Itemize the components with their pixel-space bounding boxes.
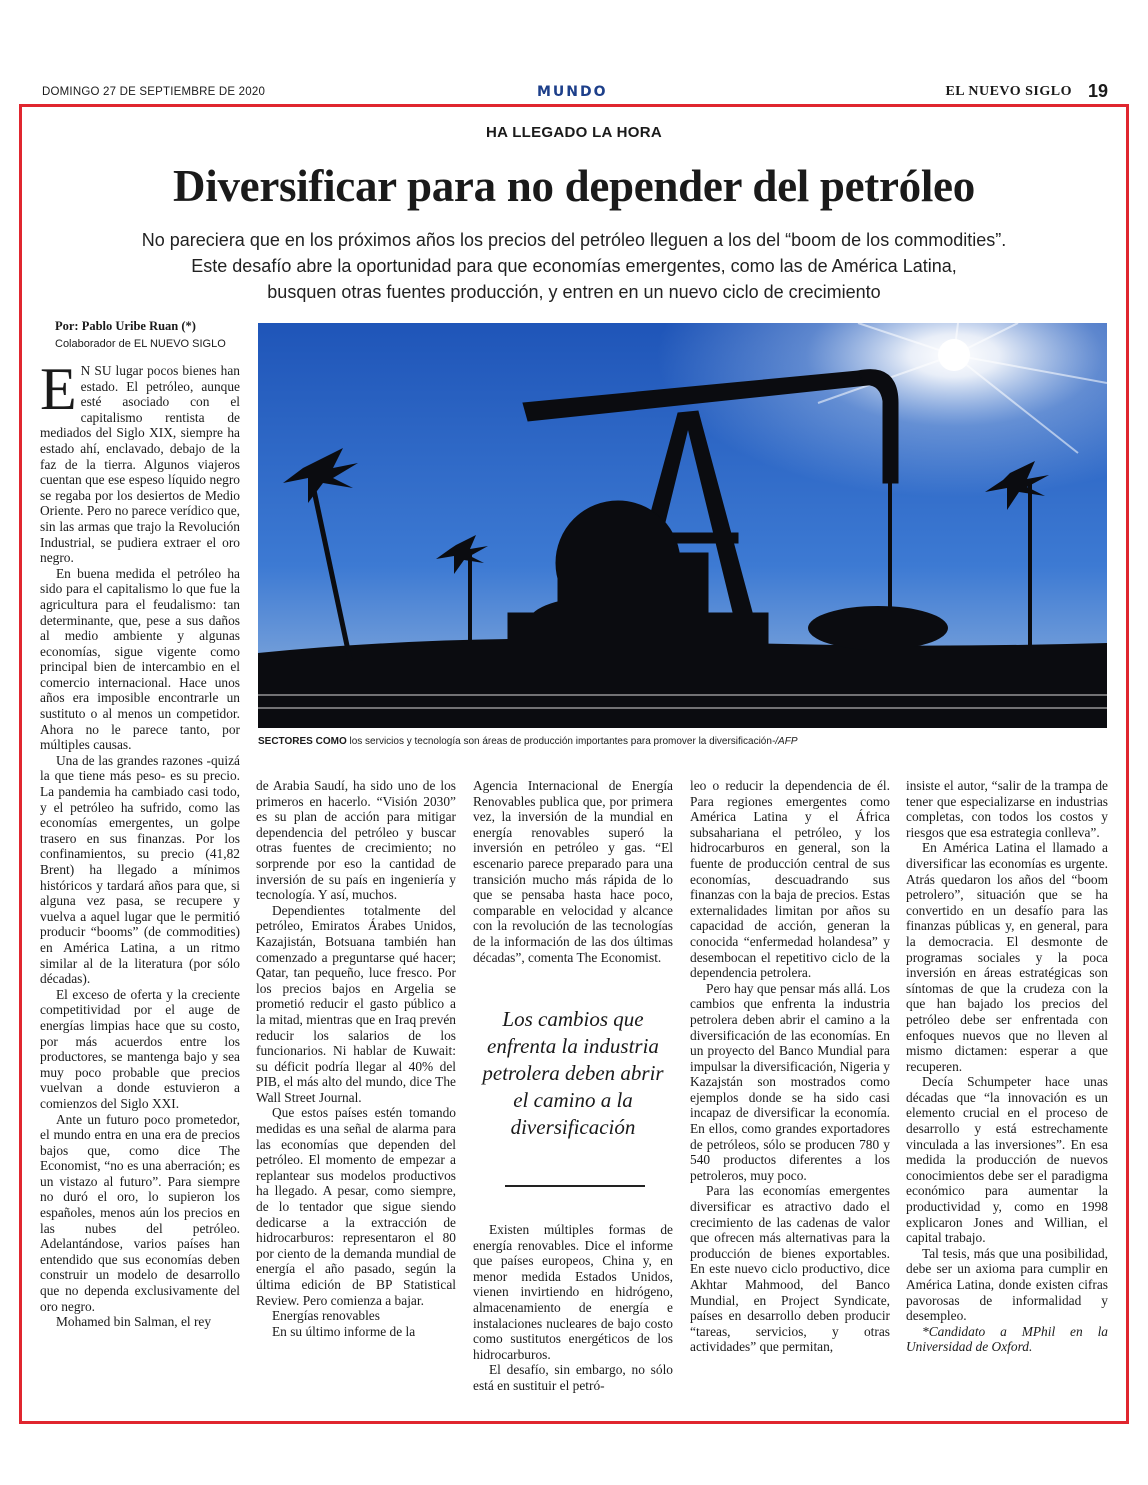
byline [55, 319, 245, 350]
article-column-3 [473, 778, 673, 965]
caption-text: los servicios y tecnología son áreas de producción importantes para promover la diversificación [346, 736, 772, 747]
paragraph: Una de las grandes razones -quizá la que tiene más peso- es su precio. La pandemia ha cambiado casi todo, y el petróleo ha sufrido, como las economías emergentes, un golpe trasero en sus finanzas. Por los confinamientos, su precio (41,82 Brent) ha llegado a mínimos históricos y tardará años para que, si alguna vez pasa, se recupere y vuelva a aquel lugar que le permitió producir “booms” (de commodities) en América Latina, a un ritmo similar al de la literatura (por sólo décadas). [40, 752, 240, 987]
paragraph [40, 356, 240, 566]
paragraph: de Arabia Saudí, ha sido uno de los primeros en hacerlo. “Visión 2030” es su plan de acción para mitigar dependencia del petróleo y buscar otras fuentes de crecimiento; no sorprende por eso la cantidad de inversión de su país en ingeniería y tecnología. Y así, muchos. [256, 778, 456, 903]
photo-caption [258, 736, 1107, 747]
caption-lead: SECTORES COMO [258, 736, 347, 747]
drop-cap: E [40, 356, 77, 422]
article-column-1 [40, 356, 240, 1330]
folio-section: MUNDO [537, 84, 608, 100]
deck-line: Este desafío abre la oportunidad para que economías emergentes, como las de América Latina, [191, 256, 957, 276]
author-note: *Candidato a MPhil en la Universidad de Oxford. [906, 1323, 1108, 1355]
page-folio [42, 81, 1108, 102]
paragraph: Ante un futuro poco prometedor, el mundo entra en una era de precios bajos que, como dice The Economist, “no es una aberración; es un vistazo al futuro”. Para siempre no duró el oro, lo supieron los españoles, menos aún los precios en las nubes del petróleo. Adelantándose, varios países han entendido que sus economías deben construir un modelo de desarrollo que no dependa exclusivamente del oro negro. [40, 1111, 240, 1314]
paragraph: En buena medida el petróleo ha sido para el capitalismo lo que fue la agricultura para el feudalismo: tan determinante, que, pese a sus daños al medio ambiente y algunas economías, sigue vigente como principal bien de intercambio en el comercio internacional. Hace unos años era imposible encontrarle un sustituto o al menos un competidor. Ahora no le parece tanto, por múltiples causas. [40, 565, 240, 753]
deck [60, 227, 1088, 305]
paragraph: En su último informe de la [272, 1323, 416, 1339]
article-column-4 [690, 778, 890, 1355]
newspaper-name: EL NUEVO SIGLO [945, 84, 1072, 99]
paragraph: El exceso de oferta y la creciente competitividad por el auge de energías limpias hace que su costo, por más acuerdos entre los productores, se mantenga bajo y sea muy poco probable que precios vuelvan a donde estuvieron a comienzos del Siglo XXI. [40, 986, 240, 1111]
deck-line: No pareciera que en los próximos años los precios del petróleo lleguen a los del “boom de los commodities”. [141, 230, 1007, 250]
pull-quote: Los cambios que enfrenta la industria petrolera deben abrir el camino a la diversificación [482, 1007, 664, 1139]
pumpjack-illustration [258, 323, 1107, 728]
paragraph: insiste el autor, “salir de la trampa de tener que especializarse en industrias completas, con todos los costos y riesgos que esa estrategia conlleva”. [906, 778, 1108, 840]
paragraph: Mohamed bin Salman, el rey [56, 1314, 212, 1330]
subheading: Energías renovables [272, 1308, 380, 1324]
paragraph: Para las economías emergentes diversificar es atractivo dado el crecimiento de las cadenas de valor que ofrecen más alternativas para la producción de bienes exportables. En este nuevo ciclo productivo, dice Akhtar Mahmood, del Banco Mundial, en Project Syndicate, países en desarrollo deben producir “tareas, servicios, y otras actividades” que permitan, [690, 1183, 890, 1355]
paragraph: leo o reducir la dependencia de él. Para regiones emergentes como América Latina y el África subsahariana el petróleo, y los hidrocarburos en general, son la fuente de producción central de sus economías, descuadrando sus finanzas con la baja de precios. Estas externalidades limitan por años su capacidad de acción, generan la conocida “enfermedad holandesa” y desembocan el repetitivo ciclo de la dependencia petrolera. [690, 778, 890, 981]
paragraph-text: N SU lugar pocos bienes han estado. El petróleo, aunque esté asociado con el capitalismo rentista de mediados del Siglo XIX, siempre ha estado ahí, enclavado, debajo de la faz de la tierra. Algunos viajeros cuentan que ese espeso líquido negro se regaba por los desiertos de Medio Oriente. Pero no parece verídico que, sin las armas que trajo la Revolución Industrial, se pudiera extraer el oro negro. [40, 363, 240, 566]
folio-date: DOMINGO 27 DE SEPTIEMBRE DE 2020 [42, 86, 266, 98]
headline: Diversificar para no depender del petróleo [173, 161, 975, 211]
paragraph: En América Latina el llamado a diversificar las economías es urgente. Atrás quedaron los años del “boom petrolero”, situación que se ha convertido en un desafío para las finanzas públicas y, en general, para la democracia. El desmonte de programas sociales y la poca inversión en áreas estratégicas son síntomas de que la crudeza con la que han bajado los precios del petróleo debe ser enfrentada con enfoques nuevos que no lleven al mismo dictamen: esperar a que recuperen. [906, 840, 1108, 1074]
page-number: 19 [1087, 81, 1108, 101]
article-column-3-lower [473, 1222, 673, 1394]
byline-role: Colaborador de EL NUEVO SIGLO [55, 338, 226, 350]
article-column-2 [256, 778, 456, 1339]
paragraph: Dependientes totalmente del petróleo, Emiratos Árabes Unidos, Kazajistán, Botsuana también han comenzado a preguntarse qué hacer; Qatar, tan pequeño, luce fresco. Por los precios bajos en Argelia se prometió reducir el gasto público a la mitad, mientras que en Iraq prevén reducir los salarios de los funcionarios. Ni hablar de Kuwait: su déficit podría llegar al 40% del PIB, el más alto del mundo, dice The Wall Street Journal. [256, 902, 456, 1105]
paragraph: Pero hay que pensar más allá. Los cambios que enfrenta la industria petrolera deben abrir el camino a la diversificación de las economías. En un proyecto del Banco Mundial para impulsar la diversificación, Nigeria y Kazajstán son mostrados como ejemplos donde se ha sido casi incapaz de diversificar la economía. En ellos, como grandes exportadores de petróleos, sólo se producen 780 y 540 productos diferentes a los petroleros, muy poco. [690, 980, 890, 1183]
deck-line: busquen otras fuentes producción, y entren en un nuevo ciclo de crecimiento [267, 282, 881, 302]
paragraph: Agencia Internacional de Energía Renovables publica que, por primera vez, la inversión de la mundial en energía renovables superó la inversión en petróleo y gas. “El escenario parece preparado para una transición mucho más rápida de lo que se pensaba hasta hace poco, comparable en velocidad y alcance con la revolución de las tecnologías de la información de las dos últimas décadas”, comenta The Economist. [473, 778, 673, 965]
paragraph: El desafío, sin embargo, no sólo está en sustituir el petró- [473, 1362, 673, 1393]
paragraph: Tal tesis, más que una posibilidad, debe ser un axioma para cumplir en América Latina, donde existen cifras pavorosas de informalidad y desempleo. [906, 1245, 1108, 1324]
article-column-5 [906, 778, 1108, 1355]
caption-credit: -/AFP [771, 736, 798, 747]
paragraph: Existen múltiples formas de energía renovables. Dice el informe que países europeos, China y, en menor medida Estados Unidos, vienen invirtiendo en hidrógeno, almacenamiento de energía e instalaciones nucleares de bajo costo como sustitutos energéticos de los hidrocarburos. [473, 1222, 673, 1362]
pull-quote-rule [505, 1185, 645, 1187]
oil-pumpjack-image [258, 323, 1107, 728]
kicker: HA LLEGADO LA HORA [486, 124, 662, 141]
paragraph: Decía Schumpeter hace unas décadas que “la innovación es un elemento crucial en el proceso de desarrollo y está estrechamente vinculada a las inversiones”. En esa medida la producción de nuevos conocimientos debe ser el paradigma económico para aumentar la productividad y, como en 1998 explicaron Jones and Willian, el capital trabajo. [906, 1074, 1108, 1246]
paragraph: Que estos países estén tomando medidas es una señal de alarma para las economías que dependen del petróleo. El momento de empezar a replantear sus modelos productivos ha llegado. A pesar, como siempre, de lo tentador que sigue siendo dedicarse a la extracción de hidrocarburos: representaron el 80 por ciento de la demanda mundial de energía el año pasado, según la última edición de BP Statistical Review. Pero comienza a bajar. [256, 1105, 456, 1308]
byline-author: Por: Pablo Uribe Ruan (*) [55, 319, 196, 333]
